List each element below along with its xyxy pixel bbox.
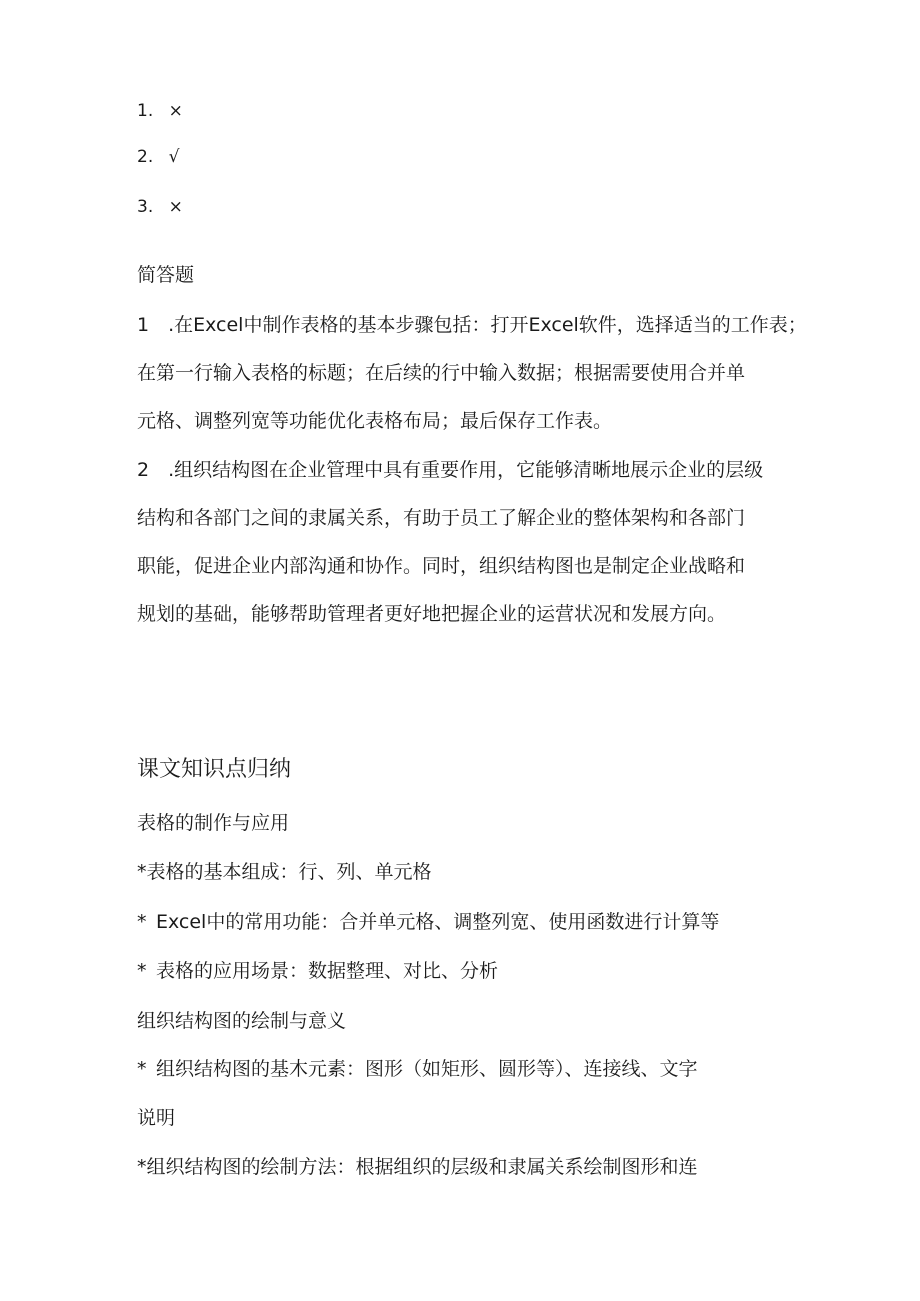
tf-number: 1.: [137, 101, 154, 121]
paragraph-line: 1 .在Excel中制作表格的基本步骤包括：打开Excel软件，选择适当的工作表；: [137, 314, 807, 336]
tf-number: 2.: [137, 147, 154, 167]
paragraph-line: 2 .组织结构图在企业管理中具有重要作用，它能够清晰地展示企业的层级: [137, 459, 764, 481]
tf-mark: √: [168, 147, 180, 167]
section2-item-1-cont: 说明: [137, 1107, 176, 1129]
section2-item-2: *组织结构图的绘制方法：根据组织的层级和隶属关系绘制图形和连: [137, 1156, 698, 1178]
tf-answer-1: [137, 99, 183, 123]
short-answer-q1: [137, 313, 807, 457]
section1-item-2: * Excel中的常用功能：合并单元格、调整列宽、使用函数进行计算等: [137, 911, 720, 933]
tf-mark: ×: [168, 101, 183, 121]
short-answer-q2: [137, 458, 763, 650]
paragraph-line: 在第一行输入表格的标题；在后续的行中输入数据；根据需要使用合并单: [137, 362, 746, 384]
section2-title: 组织结构图的绘制与意义: [137, 1010, 347, 1032]
tf-answer-2: [137, 145, 179, 169]
tf-mark: ×: [168, 197, 183, 217]
paragraph-line: 结构和各部门之间的隶属关系，有助于员工了解企业的整体架构和各部门: [137, 507, 746, 529]
tf-answer-3: [137, 195, 183, 219]
section1-item-3: * 表格的应用场景：数据整理、对比、分析: [137, 960, 499, 982]
summary-title: 课文知识点归纳: [137, 757, 292, 782]
paragraph-line: 规划的基础，能够帮助管理者更好地把握企业的运营状况和发展方向。: [137, 603, 727, 625]
section1-item-1: *表格的基本组成：行、列、单元格: [137, 861, 432, 883]
section2-item-1: * 组织结构图的基木元素：图形（如矩形、圆形等）、连接线、文字: [137, 1058, 698, 1080]
section1-title: 表格的制作与应用: [137, 812, 290, 834]
paragraph-line: 元格、调整列宽等功能优化表格布局；最后保存工作表。: [137, 410, 613, 432]
tf-number: 3.: [137, 197, 154, 217]
short-answer-heading: 简答题: [137, 264, 195, 286]
paragraph-line: 职能，促进企业内部沟通和协作。同时，组织结构图也是制定企业战略和: [137, 555, 746, 577]
